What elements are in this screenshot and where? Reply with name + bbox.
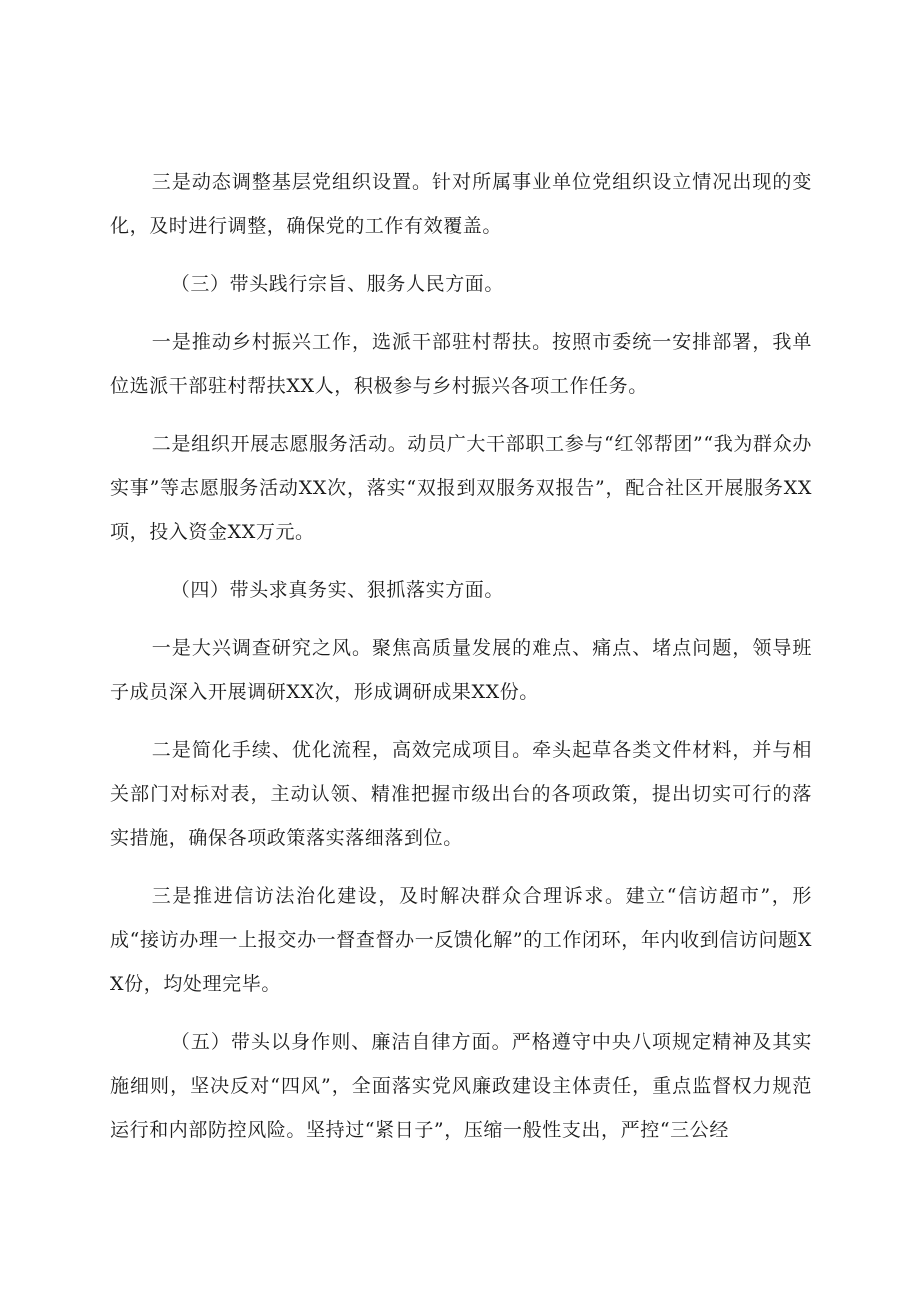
section-heading-serve-the-people: （三）带头践行宗旨、服务人民方面。 [170,273,504,295]
document-body [110,160,812,1166]
section-heading-pragmatic-implementation: （四）带头求真务实、狠抓落实方面。 [170,579,504,601]
paragraph-petition-rule-of-law: 三是推进信访法治化建设，及时解决群众合理诉求。建立“信访超市”，形成“接访办理一上报交办一督查督办一反馈化解”的工作闭环，年内收到信访问题XX份，均处理完毕。 [110,885,812,995]
paragraph-integrity-self-discipline: （五）带头以身作则、廉洁自律方面。严格遵守中央八项规定精神及其实施细则，坚决反对“四风”，全面落实党风廉政建设主体责任，重点监督权力规范运行和内部防控风险。坚持过“紧日子”，压缩一般性支出，严控“三公经 [110,1031,812,1141]
paragraph-investigation-research: 一是大兴调查研究之风。聚焦高质量发展的难点、痛点、堵点问题，领导班子成员深入开展调研XX次，形成调研成果XX份。 [110,637,812,703]
paragraph-adjust-party-organizations: 三是动态调整基层党组织设置。针对所属事业单位党组织设立情况出现的变化，及时进行调整，确保党的工作有效覆盖。 [110,171,812,237]
paragraph-rural-revitalization: 一是推动乡村振兴工作，选派干部驻村帮扶。按照市委统一安排部署，我单位选派干部驻村帮扶XX人，积极参与乡村振兴各项工作任务。 [110,331,812,397]
paragraph-volunteer-services: 二是组织开展志愿服务活动。动员广大干部职工参与“红邻帮团”“我为群众办实事”等志愿服务活动XX次，落实“双报到双服务双报告”，配合社区开展服务XX项，投入资金XX万元。 [110,433,812,543]
paragraph-simplify-procedures: 二是简化手续、优化流程，高效完成项目。牵头起草各类文件材料，并与相关部门对标对表，主动认领、精准把握市级出台的各项政策，提出切实可行的落实措施，确保各项政策落实落细落到位。 [110,739,812,849]
